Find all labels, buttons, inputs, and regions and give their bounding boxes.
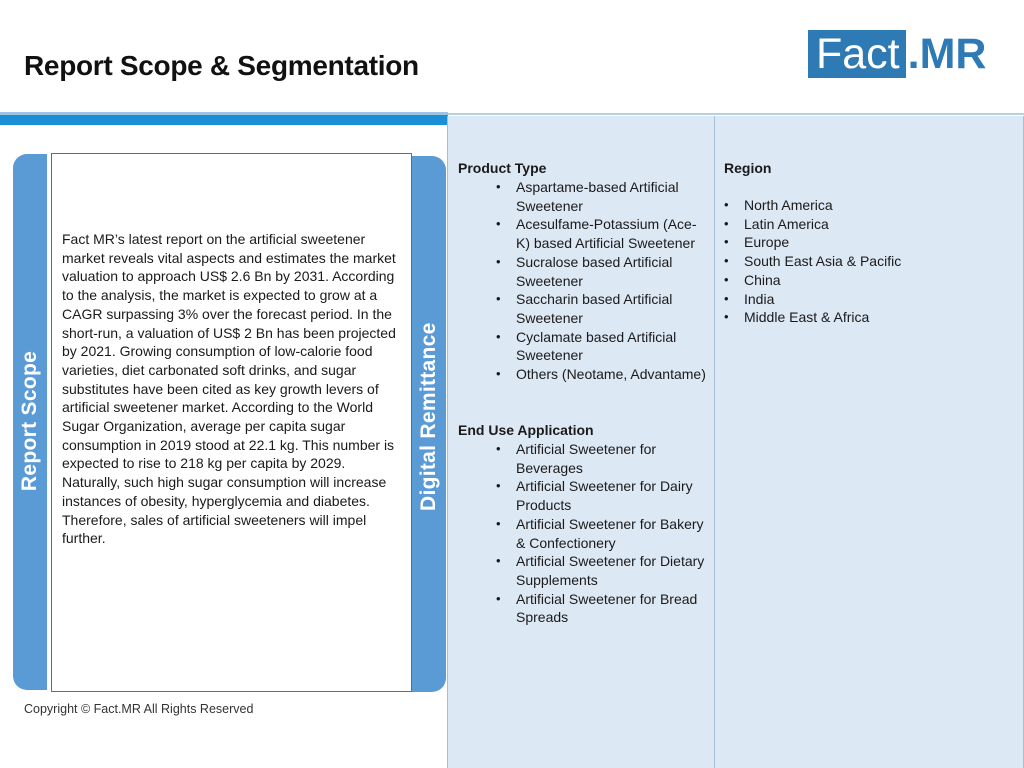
list-item — [496, 328, 708, 365]
segmentation-region-panel — [714, 116, 1024, 768]
list-item — [496, 515, 708, 552]
list-item — [724, 252, 1004, 271]
segmentation-product-panel — [447, 116, 715, 768]
bullet-icon: • — [496, 515, 501, 531]
list-item — [724, 196, 1004, 215]
list-item-label: Europe — [744, 234, 790, 251]
list-item — [496, 440, 708, 477]
bullet-icon: • — [496, 441, 501, 456]
bullet-icon: • — [724, 309, 729, 325]
bullet-icon: • — [724, 253, 729, 269]
list-item-label: Artificial Sweetener for Bakery & Confectionery — [516, 515, 704, 551]
list-item-label: Acesulfame-Potassium (Ace-K) based Artificial Sweetener — [516, 216, 697, 252]
bullet-icon: • — [724, 290, 729, 306]
bullet-icon: • — [496, 216, 501, 232]
logo-mr-text: .MR — [907, 30, 987, 78]
end-use-list — [496, 440, 708, 627]
list-item — [724, 215, 1004, 234]
list-item-label: Artificial Sweetener for Bread Spreads — [516, 590, 698, 626]
logo-fact-text: Fact — [808, 30, 906, 78]
list-item-label: Sucralose based Artificial Sweetener — [516, 253, 673, 289]
list-item-label: Artificial Sweetener for Dairy Products — [516, 478, 693, 514]
list-item-label: India — [744, 290, 775, 307]
list-item-label: Artificial Sweetener for Beverages — [516, 441, 657, 476]
bullet-icon: • — [724, 197, 729, 212]
list-item-label: Middle East & Africa — [744, 309, 870, 326]
bullet-icon: • — [496, 366, 501, 382]
list-item-label: China — [744, 271, 781, 288]
list-item — [496, 552, 708, 589]
product-type-list — [496, 178, 708, 384]
bullet-icon: • — [724, 234, 729, 250]
bullet-icon: • — [496, 179, 501, 194]
list-item-label: Cyclamate based Artificial Sweetener — [516, 328, 677, 364]
report-scope-text: Fact MR’s latest report on the artificial sweetener market reveals vital aspects and estimates the market valuation to approach US$ 2.6 Bn by 2031. According to the analysis, the market is expected to grow at a CAGR surpassing 3% over the forecast period. In the short-run, a valuation of US$ 2 Bn has been projected by 2021. Growing consumption of low-calorie food varieties, diet carbonated soft drinks, and sugar substitutes have been cited as key growth levers of artificial sweetener market. According to the World Sugar Organization, average per capita sugar consumption in 2019 stood at 22.1 kg. This number is expected to rise to 218 kg per capita by 2029. Naturally, such high sugar consumption will increase instances of obesity, hyperglycemia and diabetes. Therefore, sales of artificial sweeteners will impel further. — [62, 231, 396, 547]
list-item-label: Aspartame-based Artificial Sweetener — [516, 179, 679, 214]
list-item — [496, 290, 708, 327]
bullet-icon: • — [496, 590, 501, 606]
factmr-logo — [808, 30, 986, 78]
list-item-label: North America — [744, 197, 833, 213]
list-item-label: Artificial Sweetener for Dietary Supplements — [516, 553, 705, 588]
copyright-text: Copyright © Fact.MR All Rights Reserved — [24, 702, 254, 716]
list-item — [496, 215, 708, 252]
product-type-heading: Product Type — [458, 160, 547, 176]
header-rule — [0, 115, 448, 125]
list-item-label: Others (Neotame, Advantame) — [516, 366, 706, 383]
list-item-label: Latin America — [744, 215, 829, 232]
bullet-icon: • — [496, 478, 501, 494]
list-item — [496, 365, 708, 384]
list-item — [496, 178, 708, 215]
bullet-icon: • — [724, 271, 729, 287]
region-heading: Region — [724, 160, 772, 176]
list-item — [496, 477, 708, 514]
digital-remittance-tab-label: Digital Remittance — [417, 322, 440, 511]
list-item-label: Saccharin based Artificial Sweetener — [516, 291, 673, 326]
page-title: Report Scope & Segmentation — [24, 50, 419, 81]
list-item-label: South East Asia & Pacific — [744, 253, 902, 270]
bullet-icon: • — [496, 553, 501, 569]
report-scope-tab-label: Report Scope — [18, 350, 41, 492]
end-use-heading: End Use Application — [458, 422, 594, 438]
report-scope-box — [51, 153, 412, 692]
bullet-icon: • — [496, 328, 501, 344]
list-item — [724, 271, 1004, 290]
bullet-icon: • — [496, 291, 501, 307]
list-item — [496, 590, 708, 627]
report-scope-tab — [13, 154, 47, 690]
header-rule-right — [448, 113, 1024, 115]
digital-remittance-tab — [412, 156, 446, 692]
region-list — [724, 196, 1004, 327]
list-item — [724, 290, 1004, 309]
bullet-icon: • — [496, 253, 501, 269]
list-item — [724, 233, 1004, 252]
list-item — [496, 253, 708, 290]
bullet-icon: • — [724, 215, 729, 231]
list-item — [724, 308, 1004, 327]
